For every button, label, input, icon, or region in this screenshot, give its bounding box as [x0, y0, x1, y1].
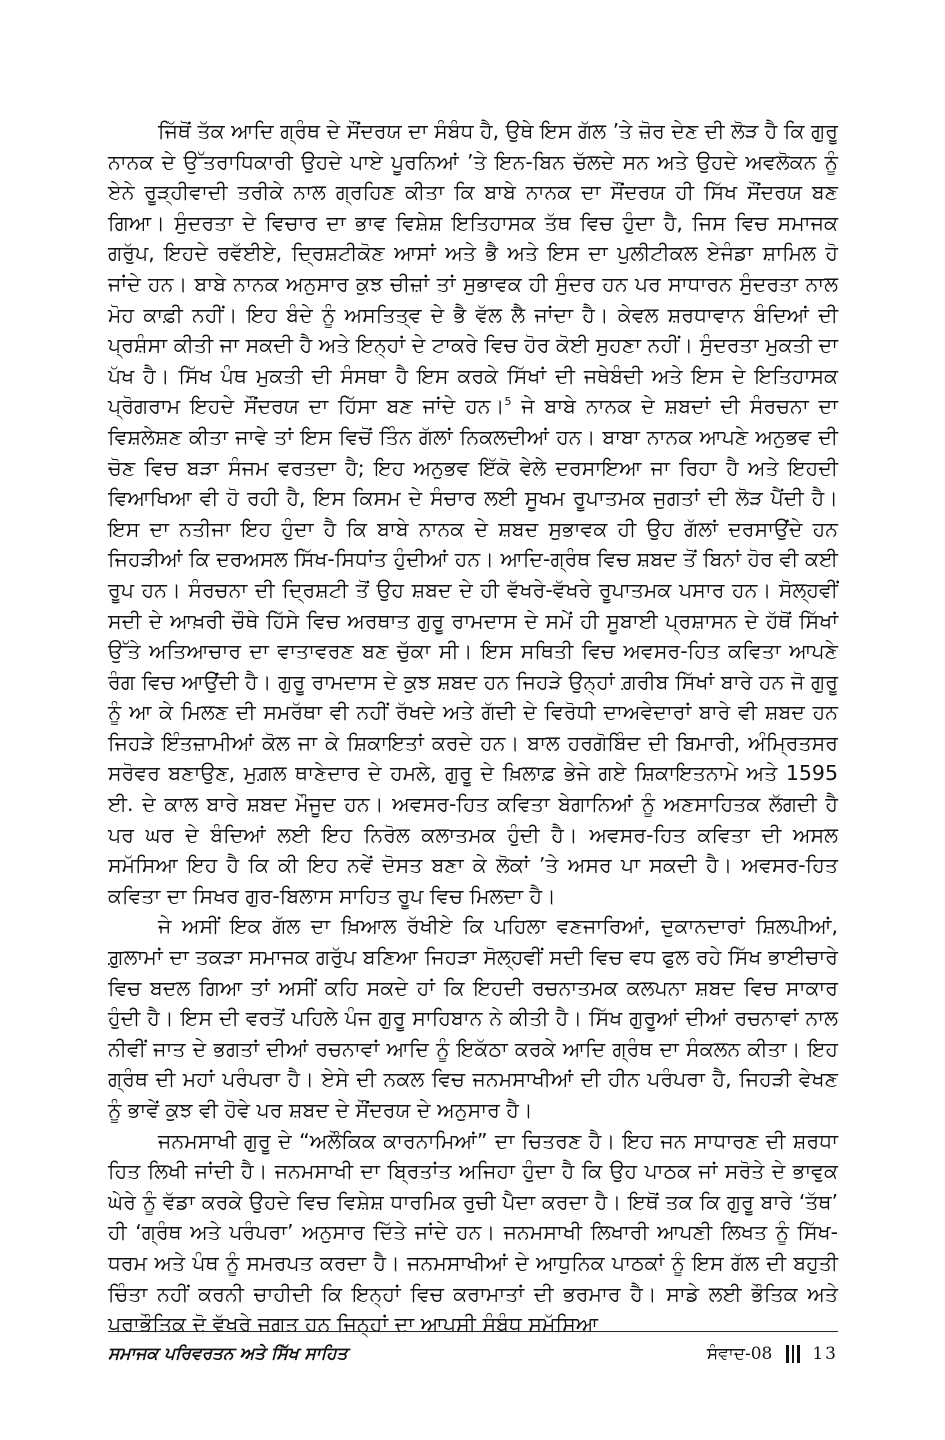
- page-footer: [108, 1344, 838, 1374]
- footer-issue: ਸੰਵਾਦ-08: [706, 1344, 773, 1364]
- paragraph-1-text-a: ਜਿੱਥੋਂ ਤੱਕ ਆਦਿ ਗ੍ਰੰਥ ਦੇ ਸੌਂਦਰਯ ਦਾ ਸੰਬੰਧ ਹੈ, ਉਥੇ ਇਸ ਗੱਲ ’ਤੇ ਜ਼ੋਰ ਦੇਣ ਦੀ ਲੋੜ ਹੈ ਕਿ ਗੁਰੂ ਨਾਨਕ ਦੇ ਉੱਤਰਾਧਿਕਾਰੀ ਉਹਦੇ ਪਾਏ ਪੂਰਨਿਆਂ ’ਤੇ ਇਨ-ਬਿਨ ਚੱਲਦੇ ਸਨ ਅਤੇ ਉਹਦੇ ਅਵਲੋਕਨ ਨੂੰ ਏਨੇ ਰੂੜ੍ਹੀਵਾਦੀ ਤਰੀਕੇ ਨਾਲ ਗ੍ਰਹਿਣ ਕੀਤਾ ਕਿ ਬਾਬੇ ਨਾਨਕ ਦਾ ਸੌਂਦਰਯ ਹੀ ਸਿੱਖ ਸੌਂਦਰਯ ਬਣ ਗਿਆ। ਸੁੰਦਰਤਾ ਦੇ ਵਿਚਾਰ ਦਾ ਭਾਵ ਵਿਸ਼ੇਸ਼ ਇਤਿਹਾਸਕ ਤੱਥ ਵਿਚ ਹੁੰਦਾ ਹੈ, ਜਿਸ ਵਿਚ ਸਮਾਜਕ ਗਰੁੱਪ, ਇਹਦੇ ਰਵੱਈਏ, ਦ੍ਰਿਸ਼ਟੀਕੋਣ ਆਸਾਂ ਅਤੇ ਭੈ ਅਤੇ ਇਸ ਦਾ ਪੁਲੀਟੀਕਲ ਏਜੰਡਾ ਸ਼ਾਮਿਲ ਹੋ ਜਾਂਦੇ ਹਨ। ਬਾਬੇ ਨਾਨਕ ਅਨੁਸਾਰ ਕੁਝ ਚੀਜ਼ਾਂ ਤਾਂ ਸੁਭਾਵਕ ਹੀ ਸੁੰਦਰ ਹਨ ਪਰ ਸਾਧਾਰਨ ਸੁੰਦਰਤਾ ਨਾਲ ਮੋਹ ਕਾਫ਼ੀ ਨਹੀਂ। ਇਹ ਬੰਦੇ ਨੂੰ ਅਸਤਿਤ੍ਵ ਦੇ ਭੈ ਵੱਲ ਲੈ ਜਾਂਦਾ ਹੈ। ਕੇਵਲ ਸ਼ਰਧਾਵਾਨ ਬੰਦਿਆਂ ਦੀ ਪ੍ਰਸ਼ੰਸਾ ਕੀਤੀ ਜਾ ਸਕਦੀ ਹੈ ਅਤੇ ਇਨ੍ਹਾਂ ਦੇ ਟਾਕਰੇ ਵਿਚ ਹੋਰ ਕੋਈ ਸੁਹਣਾ ਨਹੀਂ। ਸੁੰਦਰਤਾ ਮੁਕਤੀ ਦਾ ਪੱਖ ਹੈ। ਸਿੱਖ ਪੰਥ ਮੁਕਤੀ ਦੀ ਸੰਸਥਾ ਹੈ ਇਸ ਕਰਕੇ ਸਿੱਖਾਂ ਦੀ ਜਥੇਬੰਦੀ ਅਤੇ ਇਸ ਦੇ ਇਤਿਹਾਸਕ ਪ੍ਰੋਗਰਾਮ ਇਹਦੇ ਸੌਂਦਰਯ ਦਾ ਹਿੱਸਾ ਬਣ ਜਾਂਦੇ ਹਨ।: [108, 119, 838, 419]
- footnote-marker[interactable]: 5: [504, 395, 512, 409]
- page-number: 13: [812, 1344, 838, 1364]
- paragraph-1: [108, 116, 838, 911]
- paragraph-1-text-b: ਜੇ ਬਾਬੇ ਨਾਨਕ ਦੇ ਸ਼ਬਦਾਂ ਦੀ ਸੰਰਚਨਾ ਦਾ ਵਿਸ਼ਲੇਸ਼ਣ ਕੀਤਾ ਜਾਵੇ ਤਾਂ ਇਸ ਵਿਚੋਂ ਤਿੰਨ ਗੱਲਾਂ ਨਿਕਲਦੀਆਂ ਹਨ। ਬਾਬਾ ਨਾਨਕ ਆਪਣੇ ਅਨੁਭਵ ਦੀ ਚੋਣ ਵਿਚ ਬੜਾ ਸੰਜਮ ਵਰਤਦਾ ਹੈ; ਇਹ ਅਨੁਭਵ ਇੱਕੋ ਵੇਲੇ ਦਰਸਾਇਆ ਜਾ ਰਿਹਾ ਹੈ ਅਤੇ ਇਹਦੀ ਵਿਆਖਿਆ ਵੀ ਹੋ ਰਹੀ ਹੈ, ਇਸ ਕਿਸਮ ਦੇ ਸੰਚਾਰ ਲਈ ਸੂਖਮ ਰੂਪਾਤਮਕ ਜੁਗਤਾਂ ਦੀ ਲੋੜ ਪੈਂਦੀ ਹੈ। ਇਸ ਦਾ ਨਤੀਜਾ ਇਹ ਹੁੰਦਾ ਹੈ ਕਿ ਬਾਬੇ ਨਾਨਕ ਦੇ ਸ਼ਬਦ ਸੁਭਾਵਕ ਹੀ ਉਹ ਗੱਲਾਂ ਦਰਸਾਉਂਦੇ ਹਨ ਜਿਹੜੀਆਂ ਕਿ ਦਰਅਸਲ ਸਿੱਖ-ਸਿਧਾਂਤ ਹੁੰਦੀਆਂ ਹਨ। ਆਦਿ-ਗ੍ਰੰਥ ਵਿਚ ਸ਼ਬਦ ਤੋਂ ਬਿਨਾਂ ਹੋਰ ਵੀ ਕਈ ਰੂਪ ਹਨ। ਸੰਰਚਨਾ ਦੀ ਦ੍ਰਿਸ਼ਟੀ ਤੋਂ ਉਹ ਸ਼ਬਦ ਦੇ ਹੀ ਵੱਖਰੇ-ਵੱਖਰੇ ਰੂਪਾਤਮਕ ਪਸਾਰ ਹਨ। ਸੋਲ੍ਹਵੀਂ ਸਦੀ ਦੇ ਆਖ਼ਰੀ ਚੌਥੇ ਹਿੱਸੇ ਵਿਚ ਅਰਥਾਤ ਗੁਰੂ ਰਾਮਦਾਸ ਦੇ ਸਮੇਂ ਹੀ ਸੂਬਾਈ ਪ੍ਰਸ਼ਾਸਨ ਦੇ ਹੱਥੋਂ ਸਿੱਖਾਂ ਉੱਤੇ ਅਤਿਆਚਾਰ ਦਾ ਵਾਤਾਵਰਣ ਬਣ ਚੁੱਕਾ ਸੀ। ਇਸ ਸਥਿਤੀ ਵਿਚ ਅਵਸਰ-ਹਿਤ ਕਵਿਤਾ ਆਪਣੇ ਰੰਗ ਵਿਚ ਆਉਂਦੀ ਹੈ। ਗੁਰੂ ਰਾਮਦਾਸ ਦੇ ਕੁਝ ਸ਼ਬਦ ਹਨ ਜਿਹੜੇ ਉਨ੍ਹਾਂ ਗ਼ਰੀਬ ਸਿੱਖਾਂ ਬਾਰੇ ਹਨ ਜੋ ਗੁਰੂ ਨੂੰ ਆ ਕੇ ਮਿਲਣ ਦੀ ਸਮਰੱਥਾ ਵੀ ਨਹੀਂ ਰੱਖਦੇ ਅਤੇ ਗੱਦੀ ਦੇ ਵਿਰੋਧੀ ਦਾਅਵੇਦਾਰਾਂ ਬਾਰੇ ਵੀ ਸ਼ਬਦ ਹਨ ਜਿਹੜੇ ਇੰਤਜ਼ਾਮੀਆਂ ਕੋਲ ਜਾ ਕੇ ਸ਼ਿਕਾਇਤਾਂ ਕਰਦੇ ਹਨ। ਬਾਲ ਹਰਗੋਬਿੰਦ ਦੀ ਬਿਮਾਰੀ, ਅੰਮ੍ਰਿਤਸਰ ਸਰੋਵਰ ਬਣਾਉਣ, ਮੁਗ਼ਲ ਥਾਣੇਦਾਰ ਦੇ ਹਮਲੇ, ਗੁਰੂ ਦੇ ਖ਼ਿਲਾਫ਼ ਭੇਜੇ ਗਏ ਸ਼ਿਕਾਇਤਨਾਮੇ ਅਤੇ 1595 ਈ. ਦੇ ਕਾਲ ਬਾਰੇ ਸ਼ਬਦ ਮੌਜੂਦ ਹਨ। ਅਵਸਰ-ਹਿਤ ਕਵਿਤਾ ਬੇਗਾਨਿਆਂ ਨੂੰ ਅਣਸਾਹਿਤਕ ਲੱਗਦੀ ਹੈ ਪਰ ਘਰ ਦੇ ਬੰਦਿਆਂ ਲਈ ਇਹ ਨਿਰੋਲ ਕਲਾਤਮਕ ਹੁੰਦੀ ਹੈ। ਅਵਸਰ-ਹਿਤ ਕਵਿਤਾ ਦੀ ਅਸਲ ਸਮੱਸਿਆ ਇਹ ਹੈ ਕਿ ਕੀ ਇਹ ਨਵੇਂ ਦੋਸਤ ਬਣਾ ਕੇ ਲੋਕਾਂ ’ਤੇ ਅਸਰ ਪਾ ਸਕਦੀ ਹੈ। ਅਵਸਰ-ਹਿਤ ਕਵਿਤਾ ਦਾ ਸਿਖਰ ਗੁਰ-ਬਿਲਾਸ ਸਾਹਿਤ ਰੂਪ ਵਿਚ ਮਿਲਦਾ ਹੈ।: [108, 394, 838, 908]
- decorative-bars-icon: [786, 1345, 800, 1363]
- body-text: [108, 116, 838, 1340]
- paragraph-2: ਜੇ ਅਸੀਂ ਇਕ ਗੱਲ ਦਾ ਖ਼ਿਆਲ ਰੱਖੀਏ ਕਿ ਪਹਿਲਾ ਵਣਜਾਰਿਆਂ, ਦੁਕਾਨਦਾਰਾਂ ਸ਼ਿਲਪੀਆਂ, ਗ਼ੁਲਾਮਾਂ ਦਾ ਤਕੜਾ ਸਮਾਜਕ ਗਰੁੱਪ ਬਣਿਆ ਜਿਹੜਾ ਸੋਲ੍ਹਵੀਂ ਸਦੀ ਵਿਚ ਵਧ ਫੁਲ ਰਹੇ ਸਿੱਖ ਭਾਈਚਾਰੇ ਵਿਚ ਬਦਲ ਗਿਆ ਤਾਂ ਅਸੀਂ ਕਹਿ ਸਕਦੇ ਹਾਂ ਕਿ ਇਹਦੀ ਰਚਨਾਤਮਕ ਕਲਪਨਾ ਸ਼ਬਦ ਵਿਚ ਸਾਕਾਰ ਹੁੰਦੀ ਹੈ। ਇਸ ਦੀ ਵਰਤੋਂ ਪਹਿਲੇ ਪੰਜ ਗੁਰੂ ਸਾਹਿਬਾਨ ਨੇ ਕੀਤੀ ਹੈ। ਸਿੱਖ ਗੁਰੂਆਂ ਦੀਆਂ ਰਚਨਾਵਾਂ ਨਾਲ ਨੀਵੀਂ ਜਾਤ ਦੇ ਭਗਤਾਂ ਦੀਆਂ ਰਚਨਾਵਾਂ ਆਦਿ ਨੂੰ ਇਕੱਠਾ ਕਰਕੇ ਆਦਿ ਗ੍ਰੰਥ ਦਾ ਸੰਕਲਨ ਕੀਤਾ। ਇਹ ਗ੍ਰੰਥ ਦੀ ਮਹਾਂ ਪਰੰਪਰਾ ਹੈ। ਏਸੇ ਦੀ ਨਕਲ ਵਿਚ ਜਨਮਸਾਖੀਆਂ ਦੀ ਹੀਨ ਪਰੰਪਰਾ ਹੈ, ਜਿਹੜੀ ਵੇਖਣ ਨੂੰ ਭਾਵੇਂ ਕੁਝ ਵੀ ਹੋਵੇ ਪਰ ਸ਼ਬਦ ਦੇ ਸੌਂਦਰਯ ਦੇ ਅਨੁਸਾਰ ਹੈ।: [108, 914, 838, 1122]
- footer-right-group: [707, 1344, 838, 1364]
- footer-book-title: ਸਮਾਜਕ ਪਰਿਵਰਤਨ ਅਤੇ ਸਿੱਖ ਸਾਹਿਤ: [108, 1344, 348, 1364]
- footer-divider: [108, 1331, 838, 1332]
- paragraph-3: ਜਨਮਸਾਖੀ ਗੁਰੂ ਦੇ “ਅਲੌਕਿਕ ਕਾਰਨਾਮਿਆਂ” ਦਾ ਚਿਤਰਣ ਹੈ। ਇਹ ਜਨ ਸਾਧਾਰਣ ਦੀ ਸ਼ਰਧਾ ਹਿਤ ਲਿਖੀ ਜਾਂਦੀ ਹੈ। ਜਨਮਸਾਖੀ ਦਾ ਬ੍ਰਿਤਾਂਤ ਅਜਿਹਾ ਹੁੰਦਾ ਹੈ ਕਿ ਉਹ ਪਾਠਕ ਜਾਂ ਸਰੋਤੇ ਦੇ ਭਾਵੁਕ ਘੇਰੇ ਨੂੰ ਵੱਡਾ ਕਰਕੇ ਉਹਦੇ ਵਿਚ ਵਿਸ਼ੇਸ਼ ਧਾਰਮਿਕ ਰੁਚੀ ਪੈਦਾ ਕਰਦਾ ਹੈ। ਇਥੋਂ ਤਕ ਕਿ ਗੁਰੂ ਬਾਰੇ ‘ਤੱਥ’ ਹੀ ‘ਗ੍ਰੰਥ ਅਤੇ ਪਰੰਪਰਾ’ ਅਨੁਸਾਰ ਦਿੱਤੇ ਜਾਂਦੇ ਹਨ। ਜਨਮਸਾਖੀ ਲਿਖਾਰੀ ਆਪਣੀ ਲਿਖਤ ਨੂੰ ਸਿੱਖ-ਧਰਮ ਅਤੇ ਪੰਥ ਨੂੰ ਸਮਰਪਤ ਕਰਦਾ ਹੈ। ਜਨਮਸਾਖੀਆਂ ਦੇ ਆਧੁਨਿਕ ਪਾਠਕਾਂ ਨੂੰ ਇਸ ਗੱਲ ਦੀ ਬਹੁਤੀ ਚਿੰਤਾ ਨਹੀਂ ਕਰਨੀ ਚਾਹੀਦੀ ਕਿ ਇਨ੍ਹਾਂ ਵਿਚ ਕਰਾਮਾਤਾਂ ਦੀ ਭਰਮਾਰ ਹੈ। ਸਾਡੇ ਲਈ ਭੌਤਿਕ ਅਤੇ ਪਰਾਭੌਤਿਕ ਦੋ ਵੱਖਰੇ ਜਗਤ ਹਨ ਜਿਨ੍ਹਾਂ ਦਾ ਆਪਸੀ ਸੰਬੰਧ ਸਮੱਸਿਆ: [108, 1128, 838, 1337]
